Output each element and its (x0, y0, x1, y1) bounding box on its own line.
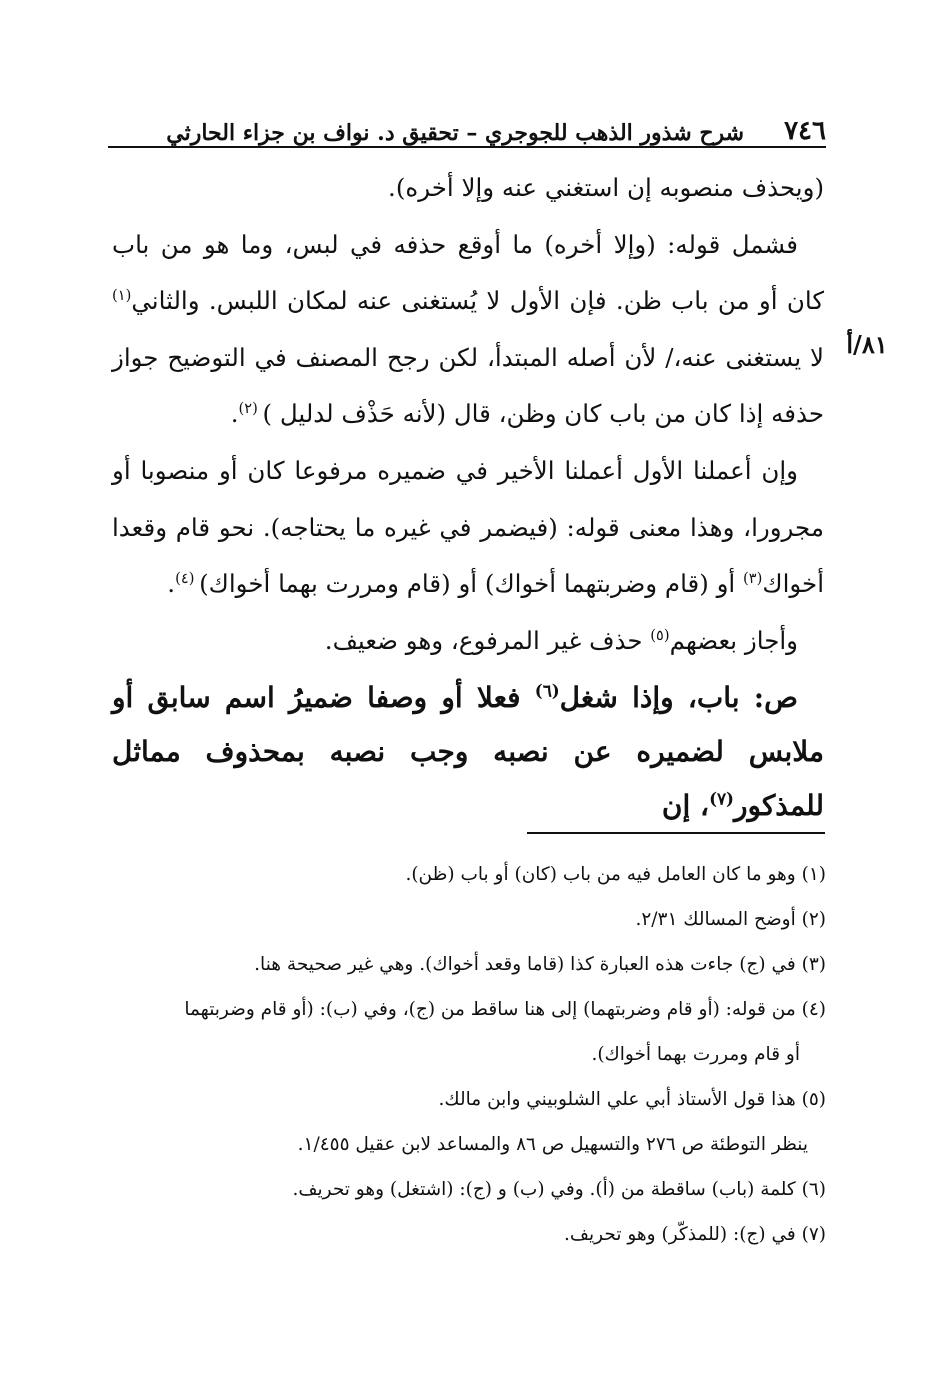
footnote-ref-4[interactable]: (٤) (175, 570, 200, 587)
footnote-2: (٢) أوضح المسالك ٢/٣١. (635, 909, 826, 930)
footnote-ref-2[interactable]: (٢) (238, 400, 263, 418)
footnote-5: (٥) هذا قول الأستاذ أبي علي الشلوبيني وابن مالك. (438, 1089, 826, 1110)
main-text (112, 160, 824, 833)
footnote-1: (١) وهو ما كان العامل فيه من باب (كان) أو باب (ظن). (405, 864, 826, 885)
footnote-ref-5[interactable]: (٥) (650, 626, 670, 644)
footnote-ref-6[interactable]: (٦) (534, 681, 560, 702)
running-header (108, 108, 826, 146)
header-title: شرح شذور الذهب للجوجري – تحقيق د. نواف بن جزاء الحارثي (166, 120, 745, 146)
footnote-7: (٧) في (ج): (للمذكّر) وهو تحريف. (564, 1224, 826, 1245)
footnote-ref-7[interactable]: (٧) (709, 789, 734, 810)
footnote-5-continuation: ينظر التوطئة ص ٢٧٦ والتسهيل ص ٨٦ والمساعد لابن عقيل ١/٤٥٥. (297, 1134, 808, 1155)
footnote-4: (٤) من قوله: (أو قام وضربتهما) إلى هنا ساقط من (ج)، وفي (ب): (أو قام وضربتهما (184, 999, 826, 1020)
footnote-6: (٦) كلمة (باب) ساقطة من (أ). وفي (ب) و (ج): (اشتغل) وهو تحريف. (292, 1179, 826, 1200)
header-rule (108, 146, 826, 148)
footnote-3: (٣) في (ج) جاءت هذه العبارة كذا (قاما وقعد أخواك). وهي غير صحيحة هنا. (254, 954, 826, 975)
page-number: ٧٤٦ (784, 116, 826, 146)
footnote-separator (527, 832, 825, 834)
footnote-ref-1[interactable]: (١) (112, 287, 132, 305)
paragraph-5-bold-text: ص: باب، وإذا شغل$^{(٦)}$ فعلا أو وصفا ضميرُ اسم سابق أو ملابس لضميره عن نصبه وجب نصبه بمحذوف مماثل للمذكور$^{(٧)}$، إن (112, 681, 824, 823)
paragraph-2: فشمل قوله: (وإلا أخره) ما أوقع حذفه في لبس، وما هو من باب كان أو من باب ظن. فإن الأول لا يُستغنى عنه لمكان اللبس. والثاني$^{(١)}$ لا يستغنى عنه،/ لأن أصله المبتدأ، لكن رجح المصنف في التوضيح جواز حذفه إذا كان من باب كان وظن، قال (لأنه حَذْف لدليل ) $^{(٢)}$. (112, 229, 824, 429)
manuscript-folio-note: ٨١/أ (846, 330, 888, 359)
footnotes (110, 852, 826, 1257)
paragraph-4: وأجاز بعضهم$^{(٥)}$ حذف غير المرفوع، وهو ضعيف. (324, 625, 798, 655)
footnote-ref-3[interactable]: (٣) (743, 570, 763, 587)
paragraph-1: (ويحذف منصوبه إن استغني عنه وإلا أخره). (388, 173, 824, 202)
footnote-4-continuation: أو قام ومررت بهما أخواك). (591, 1044, 800, 1065)
paragraph-3: وإن أعملنا الأول أعملنا الأخير في ضميره مرفوعا كان أو منصوبا أو مجرورا، وهذا معنى قوله: (فيضمر في غيره ما يحتاجه). نحو قام وقعدا أخواك$^{(٣)}$ أو (قام وضربتهما أخواك) أو (قام ومررت بهما أخواك) $^{(٤)}$. (112, 455, 824, 599)
